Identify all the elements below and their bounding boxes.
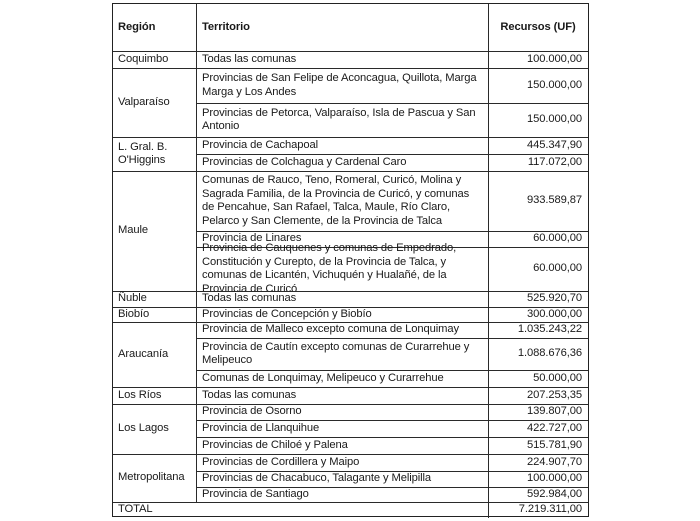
territorio-cell: Provincia de Linares xyxy=(202,232,302,245)
header-recursos: Recursos (UF) xyxy=(500,20,576,33)
recursos-cell: 50.000,00 xyxy=(533,371,582,384)
recursos-cell: 515.781,90 xyxy=(527,438,582,451)
recursos-cell: 150.000,00 xyxy=(527,78,582,91)
territorio-cell: Provincia de Osorno xyxy=(202,405,302,418)
recursos-cell: 100.000,00 xyxy=(527,472,582,485)
recursos-cell: 592.984,00 xyxy=(527,487,582,500)
territorio-cell: Provincia de Cautín excepto comunas de Curarrehue y Melipeuco xyxy=(202,340,470,366)
total-label: TOTAL xyxy=(118,503,153,516)
recursos-cell: 1.035.243,22 xyxy=(517,323,582,336)
region-name: L. Gral. B. O'Higgins xyxy=(118,140,168,166)
recursos-cell: 100.000,00 xyxy=(527,52,582,65)
recursos-cell: 207.253,35 xyxy=(527,388,582,401)
region-name: Maule xyxy=(118,224,148,237)
territorio-cell: Todas las comunas xyxy=(202,52,297,65)
territorio-cell: Provincia de Santiago xyxy=(202,487,309,500)
territorio-cell: Comunas de Lonquimay, Melipeuco y Curarrehue xyxy=(202,371,444,384)
header-territorio: Territorio xyxy=(202,20,250,33)
territorio-cell: Todas las comunas xyxy=(202,292,297,305)
column-divider xyxy=(488,4,489,518)
region-name: Los Ríos xyxy=(118,388,162,401)
recursos-cell: 422.727,00 xyxy=(527,421,582,434)
region-name: Ñuble xyxy=(118,292,147,305)
total-value: 7.219.311,00 xyxy=(518,503,582,516)
recursos-cell: 60.000,00 xyxy=(533,232,582,245)
region-name: Metropolitana xyxy=(118,471,185,484)
region-name: Araucanía xyxy=(118,347,169,360)
recursos-cell: 60.000,00 xyxy=(533,262,582,275)
territorio-cell: Provincia de Llanquihue xyxy=(202,421,320,434)
recursos-cell: 525.920,70 xyxy=(527,292,582,305)
region-name: Biobío xyxy=(118,307,150,320)
recursos-cell: 139.807,00 xyxy=(527,405,582,418)
territorio-cell: Provincia de Malleco excepto comuna de Lonquimay xyxy=(202,323,460,336)
recursos-cell: 300.000,00 xyxy=(527,307,582,320)
recursos-cell: 445.347,90 xyxy=(527,138,582,151)
recursos-cell: 150.000,00 xyxy=(527,113,582,126)
territorio-cell: Todas las comunas xyxy=(202,388,297,401)
territorio-cell: Provincias de Cordillera y Maipo xyxy=(202,455,360,468)
territorio-cell: Provincias de Petorca, Valparaíso, Isla de Pascua y San Antonio xyxy=(202,106,476,132)
territorio-cell: Provincias de Colchagua y Cardenal Caro xyxy=(202,155,407,168)
column-divider xyxy=(196,4,197,502)
region-name: Coquimbo xyxy=(118,52,169,65)
header-region: Región xyxy=(118,20,156,33)
territorio-cell: Comunas de Rauco, Teno, Romeral, Curicó, Molina y Sagrada Familia, de la Provincia de Curicó, y comunas de Pencahue, San Rafael, Talca, Maule, Río Claro, Pelarco y San Clemente, de la Provincia de Talca xyxy=(202,174,470,227)
recursos-cell: 933.589,87 xyxy=(527,194,582,207)
region-name: Valparaíso xyxy=(118,95,170,108)
territorio-cell: Provincias de Chacabuco, Talagante y Melipilla xyxy=(202,472,432,485)
territorio-cell: Provincias de Chiloé y Palena xyxy=(202,438,348,451)
region-name: Los Lagos xyxy=(118,422,169,435)
recursos-cell: 224.907,70 xyxy=(527,455,582,468)
territorio-cell: Provincia de Cachapoal xyxy=(202,138,318,151)
recursos-cell: 117.072,00 xyxy=(527,155,582,168)
territorio-cell: Provincias de Concepción y Biobío xyxy=(202,307,372,320)
territorio-cell: Provincias de San Felipe de Aconcagua, Quillota, Marga Marga y Los Andes xyxy=(202,72,477,98)
recursos-cell: 1.088.676,36 xyxy=(517,347,582,360)
resources-table xyxy=(112,3,589,517)
territorio-cell: Provincia de Cauquenes y comunas de Empedrado, Constitución y Curepto, de la Provincia de Talca, y comunas de Licantén, Vichuquén y Hualañé, de la Provincia de Curicó xyxy=(202,242,457,295)
